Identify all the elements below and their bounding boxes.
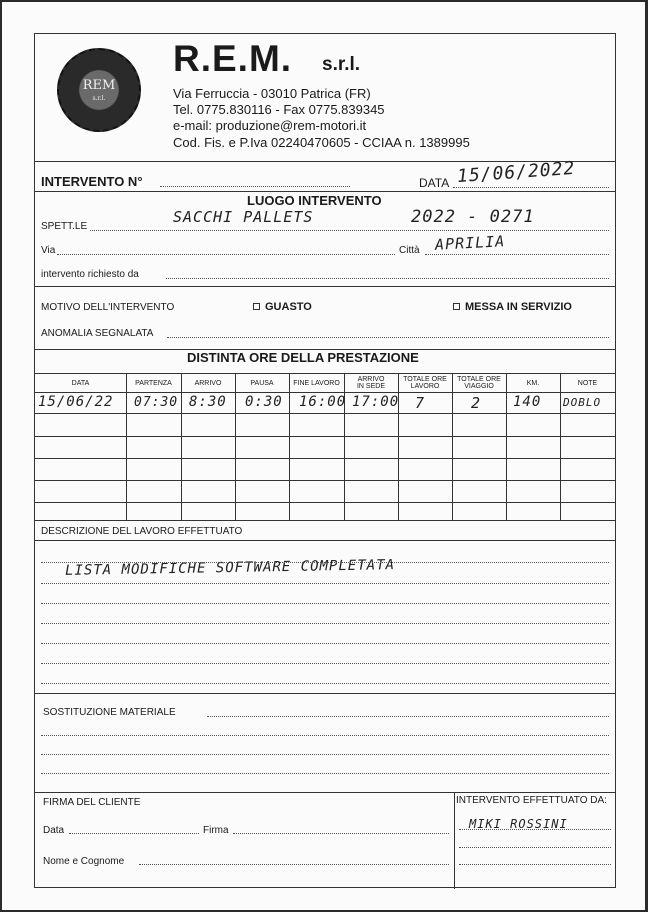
col-header-fine-lavoro: FINE LAVORO xyxy=(293,380,340,387)
descrizione-text: LISTA MODIFICHE SOFTWARE COMPLETATA xyxy=(64,557,396,579)
sostituzione-line[interactable] xyxy=(41,735,609,736)
nome-cognome-field[interactable] xyxy=(139,864,449,865)
anomalia-label: ANOMALIA SEGNALATA xyxy=(41,328,154,339)
descrizione-line[interactable] xyxy=(41,562,609,563)
sostituzione-label: SOSTITUZIONE MATERIALE xyxy=(43,707,176,718)
citta-label: Città xyxy=(399,245,420,256)
col-header-arrivo-in-sede-2: IN SEDE xyxy=(356,383,385,390)
table-row-line xyxy=(35,436,615,437)
col-header-totale-viaggio-1: TOTALE ORE xyxy=(457,376,501,383)
col-header-pausa: PAUSA xyxy=(250,380,274,387)
distinta-title: DISTINTA ORE DELLA PRESTAZIONE xyxy=(187,350,419,365)
citta-field[interactable] xyxy=(425,254,609,255)
table-col-line xyxy=(289,373,290,520)
citta-value: APRILIA xyxy=(434,232,506,254)
spett-label: SPETT.LE xyxy=(41,221,88,232)
table-col-line xyxy=(452,373,453,520)
cell-fine-lavoro: 16:00 xyxy=(299,394,347,410)
col-header-totale-lavoro-2: LAVORO xyxy=(410,383,440,390)
col-header-km: KM. xyxy=(526,380,540,387)
firma-firma-label: Firma xyxy=(203,825,229,836)
guasto-label: GUASTO xyxy=(265,301,312,313)
col-header-note: NOTE xyxy=(577,380,598,387)
nome-cognome-label: Nome e Cognome xyxy=(43,856,125,867)
effettuato-line[interactable] xyxy=(459,847,611,848)
table-row-line xyxy=(35,413,615,414)
company-logo xyxy=(57,48,141,132)
table-row-line xyxy=(35,480,615,481)
divider xyxy=(35,540,615,541)
intervention-form xyxy=(34,33,616,888)
company-name: R.E.M. xyxy=(173,38,293,79)
descrizione-line[interactable] xyxy=(41,583,609,584)
firma-firma-field[interactable] xyxy=(233,833,449,834)
table-row-line xyxy=(35,458,615,459)
cell-totale-viaggio: 2 xyxy=(471,394,482,412)
company-phone: Tel. 0775.830116 - Fax 0775.839345 xyxy=(173,102,385,117)
effettuato-value: MIKI ROSSINI xyxy=(469,817,568,831)
cell-arrivo: 8:30 xyxy=(189,394,227,410)
intervento-number-field[interactable] xyxy=(160,186,350,187)
via-label: Via xyxy=(41,245,56,256)
date-label: DATA xyxy=(419,176,450,190)
table-top-border xyxy=(35,373,615,374)
effettuato-da-label: INTERVENTO EFFETTUATO DA: xyxy=(456,795,607,806)
table-col-line xyxy=(560,373,561,520)
col-header-arrivo: ARRIVO xyxy=(194,380,222,387)
company-tax-info: Cod. Fis. e P.Iva 02240470605 - CCIAA n. 1389995 xyxy=(173,135,470,150)
divider xyxy=(35,286,615,287)
table-col-line xyxy=(506,373,507,520)
richiesto-field[interactable] xyxy=(166,278,609,279)
divider xyxy=(35,693,615,694)
via-field[interactable] xyxy=(57,254,395,255)
document-page xyxy=(2,2,645,910)
spett-field[interactable] xyxy=(90,230,609,231)
spett-value: SACCHI PALLETS xyxy=(173,208,314,226)
checkbox-icon[interactable] xyxy=(253,303,260,310)
divider xyxy=(35,792,615,793)
table-bottom-border xyxy=(35,520,615,521)
motivo-label: MOTIVO DELL'INTERVENTO xyxy=(41,302,175,313)
col-header-totale-lavoro-1: TOTALE ORE xyxy=(403,376,447,383)
col-header-arrivo-in-sede-1: ARRIVO xyxy=(357,376,385,383)
firma-data-field[interactable] xyxy=(69,833,199,834)
table-row-line xyxy=(35,502,615,503)
col-header-data: DATA xyxy=(71,380,90,387)
cell-totale-lavoro: 7 xyxy=(415,394,426,412)
descrizione-label: DESCRIZIONE DEL LAVORO EFFETTUATO xyxy=(41,526,243,537)
col-header-partenza: PARTENZA xyxy=(135,380,172,387)
cell-data: 15/06/22 xyxy=(38,394,114,410)
date-field[interactable] xyxy=(453,187,609,188)
company-address: Via Ferruccia - 03010 Patrica (FR) xyxy=(173,86,371,101)
cell-arrivo-in-sede: 17:00 xyxy=(352,394,400,410)
company-suffix: s.r.l. xyxy=(322,54,361,75)
cell-km: 140 xyxy=(513,394,542,410)
table-col-line xyxy=(235,373,236,520)
cell-pausa: 0:30 xyxy=(245,394,283,410)
date-value: 15/06/2022 xyxy=(456,157,576,188)
firma-data-label: Data xyxy=(43,825,65,836)
firma-divider xyxy=(454,792,455,889)
guasto-option[interactable] xyxy=(253,301,312,313)
richiesto-label: intervento richiesto da xyxy=(41,269,139,280)
col-header-totale-viaggio-2: VIAGGIO xyxy=(464,383,494,390)
cell-note: DOBLO xyxy=(563,396,602,409)
sostituzione-line[interactable] xyxy=(207,716,609,717)
logo-subtext: s.r.l. xyxy=(92,95,106,102)
checkbox-icon[interactable] xyxy=(453,303,460,310)
table-header-border xyxy=(35,392,615,393)
effettuato-line[interactable] xyxy=(459,864,611,865)
table-col-line xyxy=(126,373,127,520)
descrizione-line[interactable] xyxy=(41,643,609,644)
descrizione-line[interactable] xyxy=(41,663,609,664)
company-email: e-mail: produzione@rem-motori.it xyxy=(173,118,367,133)
divider xyxy=(35,191,615,192)
logo-text: REM xyxy=(82,78,116,93)
table-col-line xyxy=(181,373,182,520)
descrizione-line[interactable] xyxy=(41,623,609,624)
messa-in-servizio-option[interactable] xyxy=(453,301,572,313)
intervento-number-label: INTERVENTO N° xyxy=(41,174,143,189)
descrizione-line[interactable] xyxy=(41,683,609,684)
sostituzione-line[interactable] xyxy=(41,754,609,755)
cell-partenza: 07:30 xyxy=(134,395,179,410)
descrizione-line[interactable] xyxy=(41,603,609,604)
messa-in-servizio-label: MESSA IN SERVIZIO xyxy=(465,301,572,313)
anomalia-field[interactable] xyxy=(167,337,609,338)
sostituzione-line[interactable] xyxy=(41,773,609,774)
intervention-code-value: 2022 - 0271 xyxy=(411,207,535,227)
luogo-title: LUOGO INTERVENTO xyxy=(247,193,382,208)
firma-cliente-label: FIRMA DEL CLIENTE xyxy=(43,797,141,808)
